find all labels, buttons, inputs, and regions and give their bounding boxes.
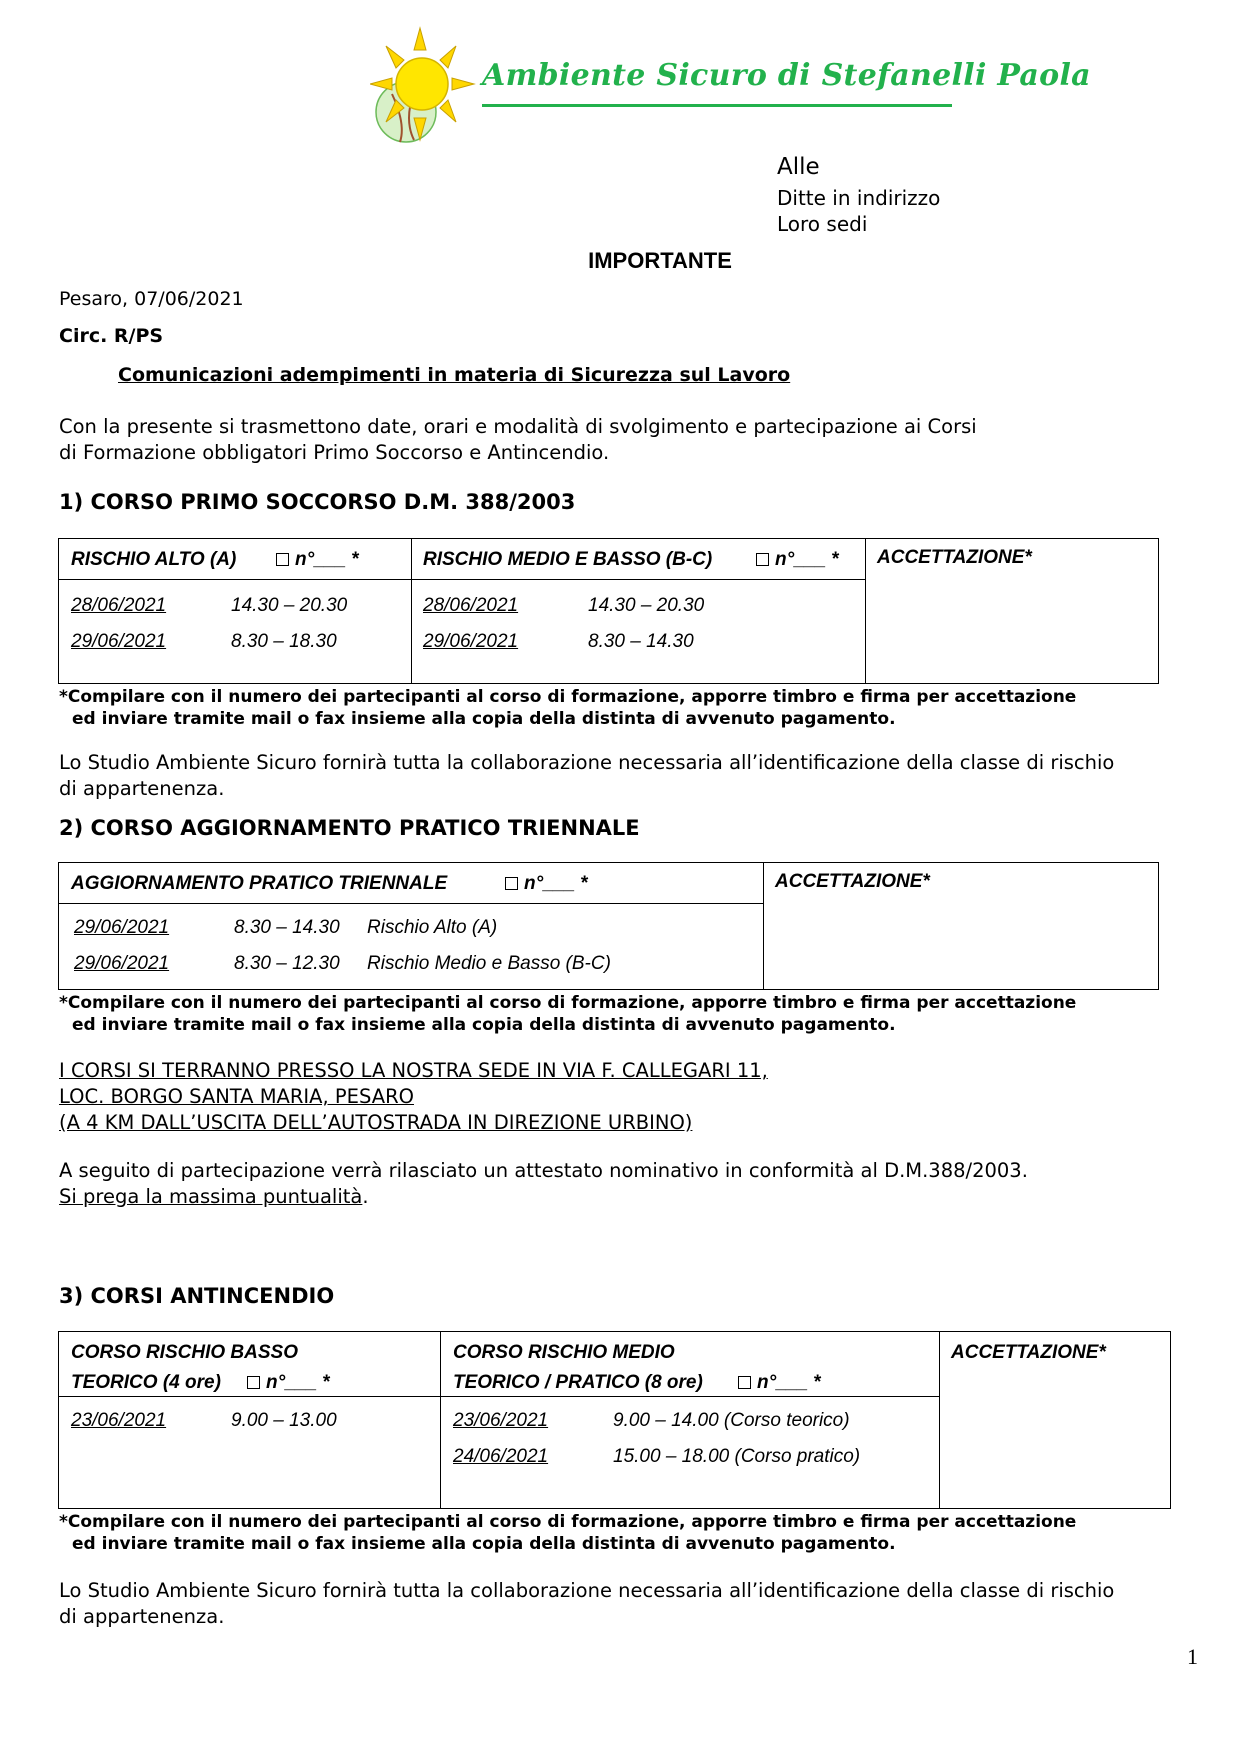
important-heading: IMPORTANTE <box>588 248 732 273</box>
support-line-2: di appartenenza. <box>59 777 225 800</box>
acceptance-header: ACCETTAZIONE* <box>877 547 1032 568</box>
note-line-2: ed inviare tramite mail o fax insieme alla copia della distinta di avvenuto pagamento. <box>72 1534 896 1554</box>
low-risk-header: CORSO RISCHIO BASSO <box>71 1342 298 1363</box>
location-line-3: (A 4 KM DALL’USCITA DELL’AUTOSTRADA IN DIREZIONE URBINO) <box>59 1111 693 1134</box>
acceptance-header: ACCETTAZIONE* <box>775 871 930 892</box>
page-number: 1 <box>1187 1644 1198 1669</box>
session-date: 29/06/2021 <box>71 631 167 652</box>
session-date: 23/06/2021 <box>71 1410 167 1431</box>
note-line-2: ed inviare tramite mail o fax insieme alla copia della distinta di avvenuto pagamento. <box>72 709 896 729</box>
high-risk-count-field[interactable]: n°___ * <box>276 549 359 571</box>
section-3-heading: 3) CORSI ANTINCENDIO <box>59 1284 335 1308</box>
section-2-heading: 2) CORSO AGGIORNAMENTO PRATICO TRIENNALE <box>59 816 640 840</box>
session-description: Rischio Medio e Basso (B-C) <box>367 953 611 974</box>
refresher-header: AGGIORNAMENTO PRATICO TRIENNALE <box>71 873 448 894</box>
company-name: Ambiente Sicuro di Stefanelli Paola <box>482 58 1091 93</box>
form-note <box>59 1511 1189 1555</box>
support-paragraph <box>59 750 1189 802</box>
low-risk-subheader: TEORICO (4 ore) <box>71 1372 221 1393</box>
session-date: 28/06/2021 <box>423 595 519 616</box>
medium-low-risk-header: RISCHIO MEDIO E BASSO (B-C) <box>423 549 713 570</box>
refresher-count-field[interactable]: n°___ * <box>505 873 588 895</box>
session-time: 14.30 – 20.30 <box>231 595 348 616</box>
medium-risk-header: CORSO RISCHIO MEDIO <box>453 1342 675 1363</box>
checkbox-icon[interactable] <box>756 553 769 566</box>
intro-paragraph <box>59 414 1189 466</box>
session-time: 8.30 – 14.30 <box>588 631 694 652</box>
address-line-1: Ditte in indirizzo <box>777 186 941 210</box>
checkbox-icon[interactable] <box>276 553 289 566</box>
note-line-1: *Compilare con il numero dei partecipanti al corso di formazione, apporre timbro e firma per accettazione <box>59 1512 1077 1532</box>
session-time: 14.30 – 20.30 <box>588 595 705 616</box>
address-line-2: Loro sedi <box>777 212 868 236</box>
certificate-paragraph: A seguito di partecipazione verrà rilasciato un attestato nominativo in conformità al D.M.388/2003. Si prega la massima puntualità. <box>59 1158 1189 1210</box>
session-time: 8.30 – 18.30 <box>231 631 337 652</box>
low-risk-count-field[interactable]: n°___ * <box>247 1372 330 1394</box>
support-line-1: Lo Studio Ambiente Sicuro fornirà tutta la collaborazione necessaria all’identificazione della classe di rischio <box>59 751 1115 774</box>
subject-line: Comunicazioni adempimenti in materia di Sicurezza sul Lavoro <box>118 364 791 386</box>
sun-icon <box>370 24 482 154</box>
form-note <box>59 686 1189 730</box>
circular-reference: Circ. R/PS <box>59 325 164 347</box>
session-time: 8.30 – 14.30 <box>234 917 340 938</box>
medium-risk-count-field[interactable]: n°___ * <box>738 1372 821 1394</box>
support-paragraph <box>59 1578 1189 1630</box>
session-date: 28/06/2021 <box>71 595 167 616</box>
note-line-1: *Compilare con il numero dei partecipanti al corso di formazione, apporre timbro e firma per accettazione <box>59 993 1077 1013</box>
medium-low-risk-count-field[interactable]: n°___ * <box>756 549 839 571</box>
support-line-2: di appartenenza. <box>59 1605 225 1628</box>
session-time: 15.00 – 18.00 (Corso pratico) <box>613 1446 861 1467</box>
intro-line-1: Con la presente si trasmettono date, orari e modalità di svolgimento e partecipazione ai Corsi <box>59 415 977 438</box>
note-line-1: *Compilare con il numero dei partecipanti al corso di formazione, apporre timbro e firma per accettazione <box>59 687 1077 707</box>
certificate-line-1: A seguito di partecipazione verrà rilasciato un attestato nominativo in conformità al D.M.388/2003. <box>59 1159 1028 1182</box>
acceptance-header: ACCETTAZIONE* <box>951 1342 1106 1363</box>
high-risk-header: RISCHIO ALTO (A) <box>71 549 237 570</box>
location-paragraph <box>59 1058 1189 1136</box>
location-line-2: LOC. BORGO SANTA MARIA, PESARO <box>59 1085 414 1108</box>
session-date: 29/06/2021 <box>74 917 170 938</box>
punctuality-note: Si prega la massima puntualità <box>59 1185 363 1208</box>
session-date: 29/06/2021 <box>423 631 519 652</box>
session-description: Rischio Alto (A) <box>367 917 498 938</box>
support-line-1: Lo Studio Ambiente Sicuro fornirà tutta la collaborazione necessaria all’identificazione della classe di rischio <box>59 1579 1115 1602</box>
session-date: 24/06/2021 <box>453 1446 549 1467</box>
company-logo <box>370 24 1091 154</box>
intro-line-2: di Formazione obbligatori Primo Soccorso e Antincendio. <box>59 441 610 464</box>
location-line-1: I CORSI SI TERRANNO PRESSO LA NOSTRA SEDE IN VIA F. CALLEGARI 11, <box>59 1059 768 1082</box>
medium-risk-subheader: TEORICO / PRATICO (8 ore) <box>453 1372 703 1393</box>
fire-safety-table <box>58 1331 1171 1509</box>
refresher-table <box>58 862 1159 990</box>
logo-underline <box>482 104 952 107</box>
note-line-2: ed inviare tramite mail o fax insieme alla copia della distinta di avvenuto pagamento. <box>72 1015 896 1035</box>
checkbox-icon[interactable] <box>247 1376 260 1389</box>
session-time: 9.00 – 13.00 <box>231 1410 337 1431</box>
session-time: 8.30 – 12.30 <box>234 953 340 974</box>
section-1-heading: 1) CORSO PRIMO SOCCORSO D.M. 388/2003 <box>59 490 576 514</box>
session-time: 9.00 – 14.00 (Corso teorico) <box>613 1410 850 1431</box>
checkbox-icon[interactable] <box>505 877 518 890</box>
checkbox-icon[interactable] <box>738 1376 751 1389</box>
session-date: 29/06/2021 <box>74 953 170 974</box>
form-note <box>59 992 1189 1036</box>
document-date: Pesaro, 07/06/2021 <box>59 288 244 310</box>
session-date: 23/06/2021 <box>453 1410 549 1431</box>
address-title: Alle <box>777 154 820 180</box>
first-aid-table <box>58 538 1159 684</box>
